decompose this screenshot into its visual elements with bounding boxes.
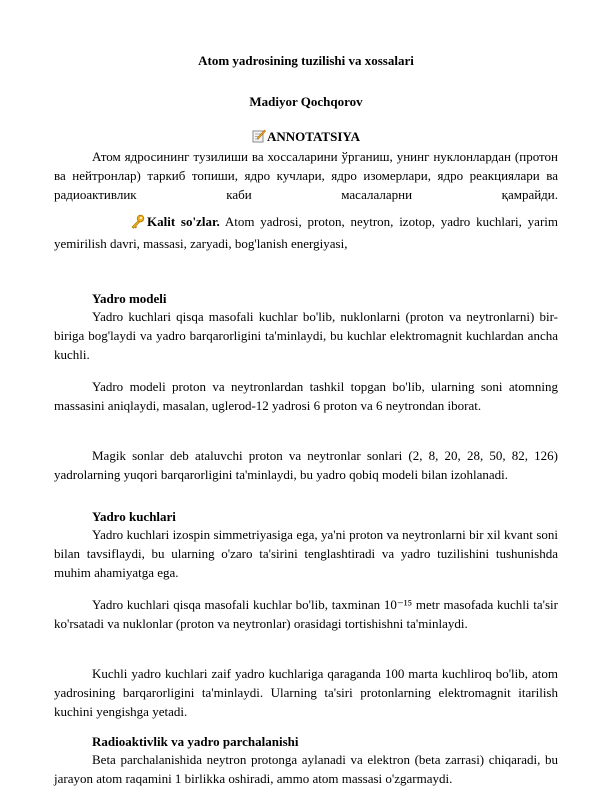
section-heading-radioaktivlik: Radioaktivlik va yadro parchalanishi [92,734,299,749]
paragraph: Yadro kuchlari qisqa masofali kuchlar bo'lib, taxminan 10⁻¹⁵ metr masofada kuchli ta'sir ko'rsatadi va nuklonlar (proton va neytronlar) orasidagi tortishishni ta'minlaydi. [54,597,558,631]
paragraph: Beta parchalanishida neytron protonga aylanadi va elektron (beta zarrasi) chiqaradi, bu jarayon atom raqamini 1 birlikka oshiradi, ammo atom massasi o'zgarmaydi. [54,752,558,786]
annotation-heading [0,129,612,147]
author-name: Madiyor Qochqorov [249,94,363,109]
section-heading-yadro-kuchlari: Yadro kuchlari [92,509,176,524]
keywords-paragraph [54,212,558,253]
paragraph: Yadro kuchlari izospin simmetriyasiga ega, ya'ni proton va neytronlarni bir xil kvant soni bilan tavsiflaydi, bu ularning o'zaro ta'sirini tenglashtiradi va yadro tuzilishini tushunishda muhim ahamiyatga ega. [54,527,558,580]
paper-title: Atom yadrosining tuzilishi va xossalari [198,53,414,68]
section-yadro-kuchlari-p2 [54,595,558,633]
paragraph: Kuchli yadro kuchlari zaif yadro kuchlariga qaraganda 100 marta kuchliroq bo'lib, atom yadrosining barqarorligini ta'minlaydi. Ularning ta'siri protonlarning elektromagnit itarilish kuchini yengishga yetadi. [54,666,558,719]
section-heading-yadro-modeli: Yadro modeli [92,291,167,306]
keywords-label: Kalit so'zlar. [147,214,220,229]
annotation-body [54,147,558,204]
memo-icon [252,129,266,147]
section-yadro-modeli-p3 [54,446,558,484]
annotation-heading-text: ANNOTATSIYA [267,129,360,144]
keywords-text: Atom yadrosi, proton, neytron, izotop, yadro kuchlari, yarim yemirilish davri, massasi, zaryadi, bog'lanish energiyasi, [54,214,558,251]
section-yadro-kuchlari-p3 [54,664,558,721]
paragraph: Yadro modeli proton va neytronlardan tashkil topgan bo'lib, ularning soni atomning massasini aniqlaydi, masalan, uglerod-12 yadrosi 6 proton va 6 neytrondan iborat. [54,379,558,413]
annotation-text: Атом ядросининг тузилиши ва хоссаларини ўрганиш, унинг нуклонлардан (протон ва нейтронлар) таркиб топиши, ядро кучлари, ядро изомерлари, ядро реакциялари ва радиоактивлик каби масалаларни қамрайди. [54,149,558,202]
paragraph: Magik sonlar deb ataluvchi proton va neytronlar sonlari (2, 8, 20, 28, 50, 82, 126) yadrolarning yuqori barqarorligini ta'minlaydi, bu yadro qobiq modeli bilan izohlanadi. [54,448,558,482]
section-radioaktivlik-p1 [54,750,558,788]
section-yadro-modeli-p1 [54,307,558,364]
section-yadro-kuchlari-p1 [54,525,558,582]
paragraph: Yadro kuchlari qisqa masofali kuchlar bo'lib, nuklonlarni (proton va neytronlarni) bir-biriga bog'laydi va yadro barqarorligini ta'minlaydi, bu kuchlar elektromagnit kuchlardan ancha kuchli. [54,309,558,362]
section-yadro-modeli-p2 [54,377,558,415]
keywords-block [54,212,558,253]
key-icon [92,214,145,234]
